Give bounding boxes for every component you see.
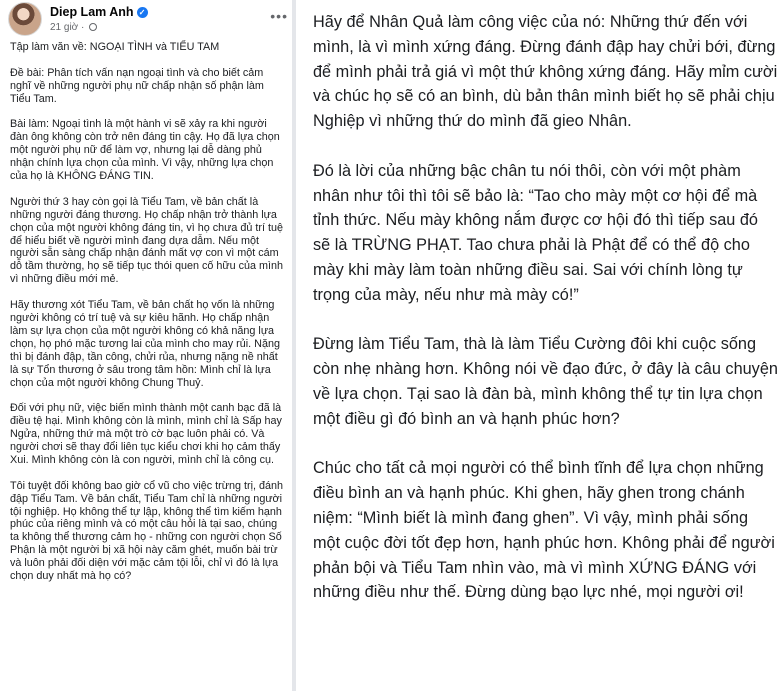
author-name[interactable]: Diep Lam Anh <box>50 5 134 19</box>
globe-icon <box>89 23 97 31</box>
post-paragraph: Đối với phụ nữ, việc biến mình thành một canh bạc đã là điều tệ hại. Mình không còn là mình, mình chỉ là Sấp hay Ngửa, những thứ mà một trò cờ bạc luôn phải có. Và người chơi sẽ thay đổi liên tục kiểu chơi khi họ cảm thấy Xui. Mình không còn là con người, mình chỉ là công cụ. <box>10 402 282 466</box>
post-paragraph: Đó là lời của những bậc chân tu nói thôi, còn với một phàm nhân như tôi thì tôi sẽ bảo là: “Tao cho mày một cơ hội để mà tỉnh thức. Nếu mày không nắm được cơ hội đó thì tiếp sau đó sẽ là TRỪNG PHẠT. Tao chưa phải là Phật để có thể độ cho mày khi mày làm toàn những điều sai. Sai với chính lòng tự trọng của mày, nếu như mà mày có!” <box>313 161 758 304</box>
post-paragraph: Hãy thương xót Tiểu Tam, về bản chất họ vốn là những người không có trí tuệ và sự kiêu hãnh. Họ chấp nhận làm sự lựa chọn của một người không có khả năng lựa chọn, họ phó mặc tương lai của mình cho may rủi. Nặng thì bị đánh đập, tần công, chửi rủa, nhưng nặng nề nhất là sự Tổn thương ở sâu trong tâm hồn: Mình chỉ là lựa chọn của một người không Chung Thuỷ. <box>10 299 280 389</box>
post-meta: 21 giờ · <box>50 22 97 33</box>
post-header <box>8 2 288 38</box>
author-name-row[interactable] <box>50 5 148 19</box>
verified-badge-icon: ✓ <box>137 7 148 18</box>
post-paragraph: Tập làm văn về: NGOẠI TÌNH và TIỂU TAM <box>10 41 220 53</box>
post-paragraph: Đừng làm Tiểu Tam, thà là làm Tiểu Cường đôi khi cuộc sống còn nhẹ nhàng hơn. Không nói về đạo đức, ở đây là câu chuyện về lựa chọn. Tại sao là đàn bà, mình không thể tự tin lựa chọn một điều gì đó bình an và hạnh phúc hơn? <box>313 335 778 428</box>
post-text-left <box>10 41 286 596</box>
post-text-right <box>313 10 779 630</box>
more-options-icon[interactable]: ••• <box>270 8 288 24</box>
post-paragraph: Tôi tuyệt đối không bao giờ cổ vũ cho việc trừng trị, đánh đập Tiểu Tam. Về bản chất, Tiểu Tam chỉ là những người tội nghiệp. Họ không thể tự lập, không thể tìm kiếm hạnh phúc của riêng mình và có một câu hỏi là tại sao, chúng ta không thể thương cảm họ - những con người chọn Số Phận là một người bị xã hội này căm ghét, muốn bài trừ và luôn phải đối diện với mặc cảm tội lỗi, chỉ vì đó là lựa chọn duy nhất mà họ có? <box>10 479 283 583</box>
post-paragraph: Hãy để Nhân Quả làm công việc của nó: Những thứ đến với mình, là vì mình xứng đáng. Đừng đánh đập hay chửi bới, đừng để mình phải trả giá vì một thứ không xứng đáng. Hãy mỉm cười và chúc họ sẽ có an bình, dù bản thân mình biết họ sẽ phải chịu Nghiệp vì những thứ do mình đã gieo Nhân. <box>313 13 778 131</box>
post-paragraph: Người thứ 3 hay còn gọi là Tiểu Tam, về bản chất là những người đáng thương. Họ chấp nhận trở thành lựa chọn của một người không đáng tin, vì họ chưa đủ trí tuệ để hiểu biết về người mình đang dựa dẫm. Nếu một người sẵn sàng chấp nhận đánh mất vợ con vì một cám dỗ tầm thường, họ sẽ tiếp tục thói quen cố hữu của mình vì những điều mới mẻ. <box>10 195 284 286</box>
facebook-post-panel-left <box>0 0 292 691</box>
post-paragraph: Chúc cho tất cả mọi người có thể bình tĩnh để lựa chọn những điều bình an và hạnh phúc. Khi ghen, hãy ghen trong chánh niệm: “Mình biết là mình đang ghen”. Vì vậy, mình phải sống một cuộc đời tốt đẹp hơn, hạnh phúc hơn. Không phải để người phản bội và Tiểu Tam nhìn vào, mà vì mình XỨNG ĐÁNG với những điều như thế. Đừng dùng bạo lực nhé, mọi người ơi! <box>313 459 775 602</box>
post-paragraph: Đề bài: Phân tích vấn nạn ngoại tình và cho biết cảm nghĩ về những người phụ nữ chấp nhận số phận làm Tiểu Tam. <box>10 66 264 105</box>
post-time[interactable]: 21 giờ <box>50 22 79 33</box>
avatar[interactable] <box>8 2 42 36</box>
post-paragraph: Bài làm: Ngoại tình là một hành vi sẽ xảy ra khi người đàn ông không còn trở nên đáng tin cậy. Họ đã lựa chọn một người phụ nữ để làm vợ, nhưng lại dễ dàng phủ nhận chính lựa chọn của mình. Vì vậy, những lựa chọn của họ là KHÔNG ĐÁNG TIN. <box>10 118 280 183</box>
post-text-panel-right <box>296 0 780 691</box>
